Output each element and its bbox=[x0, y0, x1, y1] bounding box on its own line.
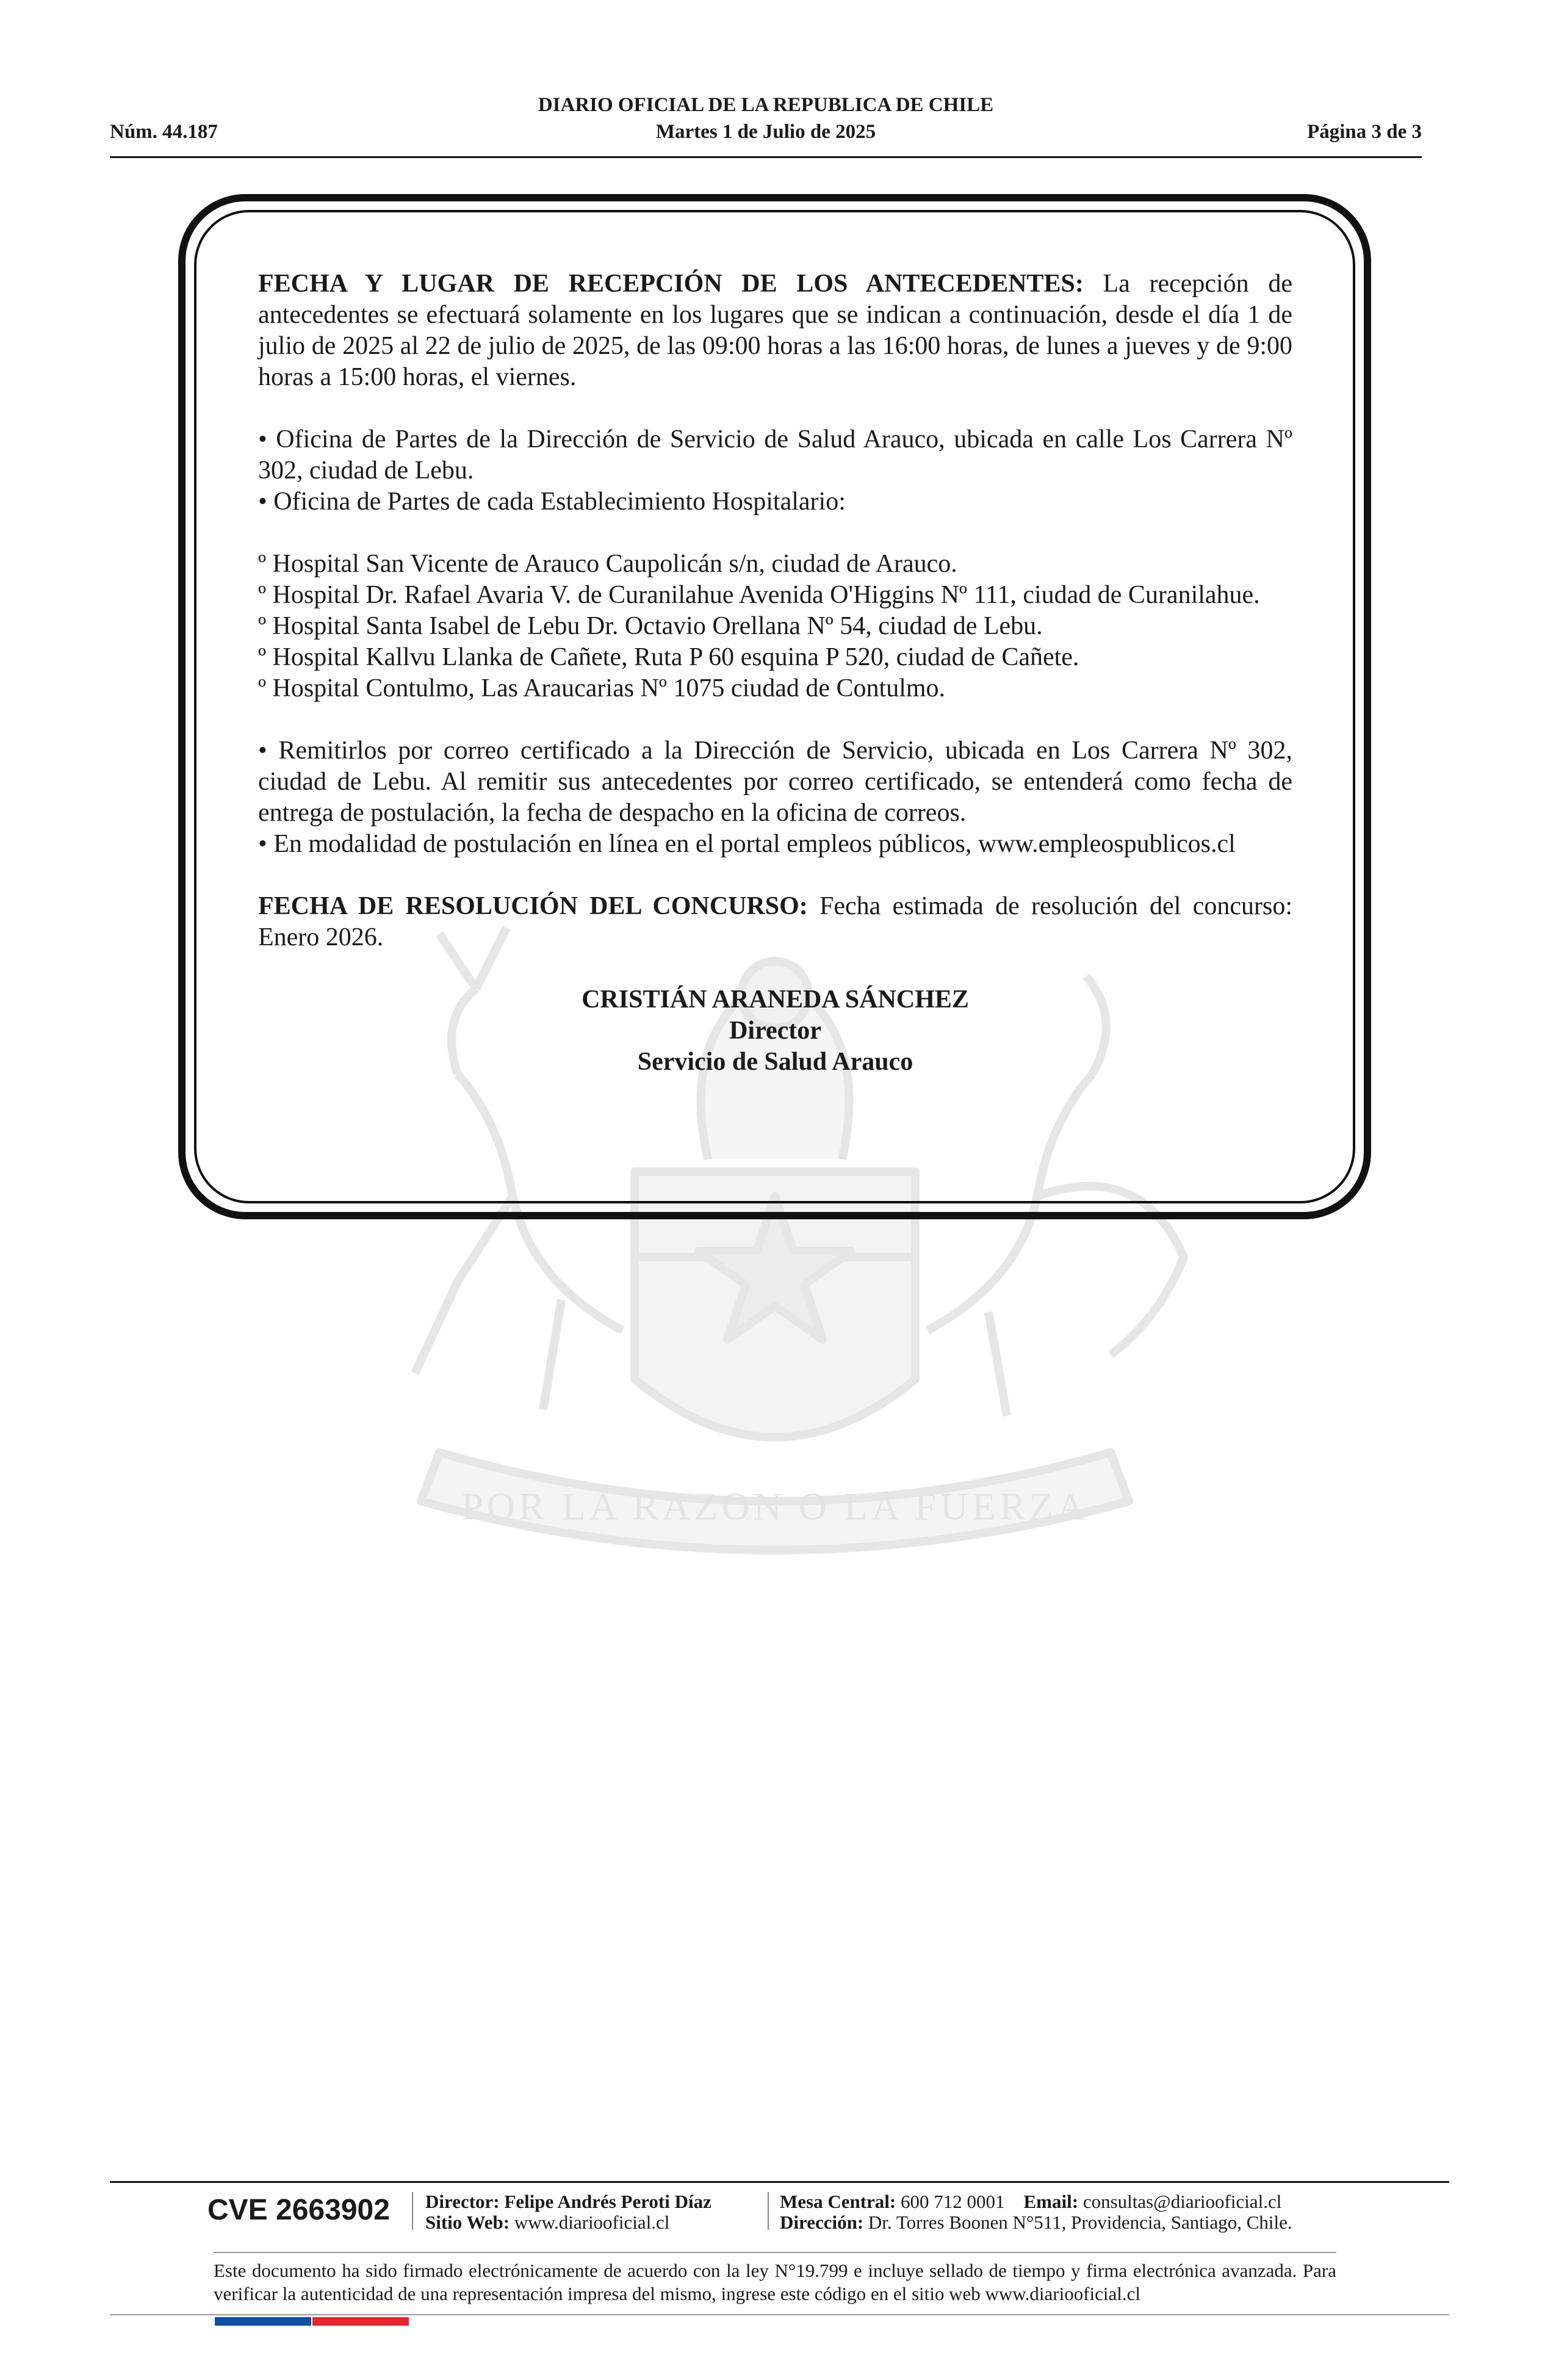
phone-value: 600 712 0001 bbox=[896, 2191, 1005, 2212]
issue-number: Núm. 44.187 bbox=[110, 121, 218, 143]
director-value: Felipe Andrés Peroti Díaz bbox=[499, 2191, 711, 2212]
publication-title: DIARIO OFICIAL DE LA REPUBLICA DE CHILE bbox=[538, 94, 994, 116]
header-center bbox=[110, 92, 1422, 145]
footer-separator bbox=[412, 2192, 413, 2230]
flag-stripe-red bbox=[312, 2317, 409, 2326]
legal-note: Este documento ha sido firmado electrónicamente de acuerdo con la ley N°19.799 e incluye sellado de tiempo y firma electrónica avanzada. Para verificar la autenticidad de una representación impresa del mismo, ingrese este código en el sitio web www.diariooficial.cl bbox=[214, 2260, 1336, 2304]
resolution-text: Fecha estimada de resolución del concurso: Enero 2026. bbox=[258, 892, 1292, 951]
footer-separator bbox=[768, 2192, 769, 2230]
reception-heading: FECHA Y LUGAR DE RECEPCIÓN DE LOS ANTECEDENTES: bbox=[258, 270, 1084, 298]
site-link[interactable]: www.diariooficial.cl bbox=[510, 2212, 670, 2233]
flag-stripe-blue bbox=[215, 2317, 311, 2326]
hospital-item: º Hospital San Vicente de Arauco Caupolicán s/n, ciudad de Arauco. bbox=[258, 550, 957, 578]
email-label: Email: bbox=[1023, 2191, 1079, 2212]
resolution-paragraph bbox=[258, 891, 1292, 953]
mail-option: • Remitirlos por correo certificado a la Dirección de Servicio, ubicada en Los Carrera Nº 302, ciudad de Lebu. Al remitir sus antecedentes por correo certificado, se entenderá como fecha de entrega de postulación, la fecha de despacho en la oficina de correos. bbox=[258, 737, 1292, 827]
resolution-heading: FECHA DE RESOLUCIÓN DEL CONCURSO: bbox=[258, 892, 808, 920]
header-divider bbox=[110, 156, 1422, 158]
address-label: Dirección: bbox=[780, 2212, 864, 2233]
signer-organization: Servicio de Salud Arauco bbox=[637, 1048, 913, 1076]
hospital-item: º Hospital Santa Isabel de Lebu Dr. Octavio Orellana Nº 54, ciudad de Lebu. bbox=[258, 612, 1043, 640]
hospital-item: º Hospital Contulmo, Las Araucarias Nº 1075 ciudad de Contulmo. bbox=[258, 674, 946, 702]
footer-contact-column bbox=[780, 2191, 1292, 2233]
reception-text: La recepción de antecedentes se efectuará solamente en los lugares que se indican a continuación, desde el día 1 de julio de 2025 al 22 de julio de 2025, de las 09:00 horas a las 16:00 horas, de lunes a jueves y de 9:00 horas a 15:00 horas, el viernes. bbox=[258, 270, 1292, 391]
hospital-item: º Hospital Dr. Rafael Avaria V. de Curanilahue Avenida O'Higgins Nº 111, ciudad de Curanilahue. bbox=[258, 581, 1260, 609]
page-header bbox=[110, 92, 1422, 159]
site-label: Sitio Web: bbox=[425, 2212, 510, 2233]
footer-director-column bbox=[425, 2191, 711, 2233]
reception-paragraph bbox=[258, 269, 1292, 393]
footer-divider-bottom bbox=[110, 2314, 1449, 2315]
signature-block bbox=[258, 984, 1292, 1078]
director-label: Director: bbox=[425, 2191, 500, 2212]
email-link[interactable]: consultas@diariooficial.cl bbox=[1078, 2191, 1282, 2212]
hospital-item: º Hospital Kallvu Llanka de Cañete, Ruta P 60 esquina P 520, ciudad de Cañete. bbox=[258, 643, 1079, 671]
office-item: • Oficina de Partes de la Dirección de Servicio de Salud Arauco, ubicada en calle Los Carrera Nº 302, ciudad de Lebu. bbox=[258, 425, 1292, 485]
signer-name: CRISTIÁN ARANEDA SÁNCHEZ bbox=[582, 986, 969, 1014]
footer-divider-top bbox=[110, 2181, 1449, 2183]
cve-code: CVE 2663902 bbox=[207, 2194, 390, 2226]
signer-role: Director bbox=[729, 1017, 821, 1045]
watermark-motto: POR LA RAZON O LA FUERZA bbox=[461, 1485, 1089, 1528]
address-value: Dr. Torres Boonen N°511, Providencia, Santiago, Chile. bbox=[863, 2212, 1292, 2233]
publication-date: Martes 1 de Julio de 2025 bbox=[655, 121, 876, 143]
page-number: Página 3 de 3 bbox=[1307, 121, 1422, 143]
online-option: • En modalidad de postulación en línea en el portal empleos públicos, www.empleospublicos.cl bbox=[258, 830, 1236, 858]
office-item: • Oficina de Partes de cada Establecimiento Hospitalario: bbox=[258, 488, 846, 516]
article-body bbox=[258, 269, 1292, 1078]
phone-label: Mesa Central: bbox=[780, 2191, 896, 2212]
footer-divider-middle bbox=[214, 2252, 1336, 2253]
